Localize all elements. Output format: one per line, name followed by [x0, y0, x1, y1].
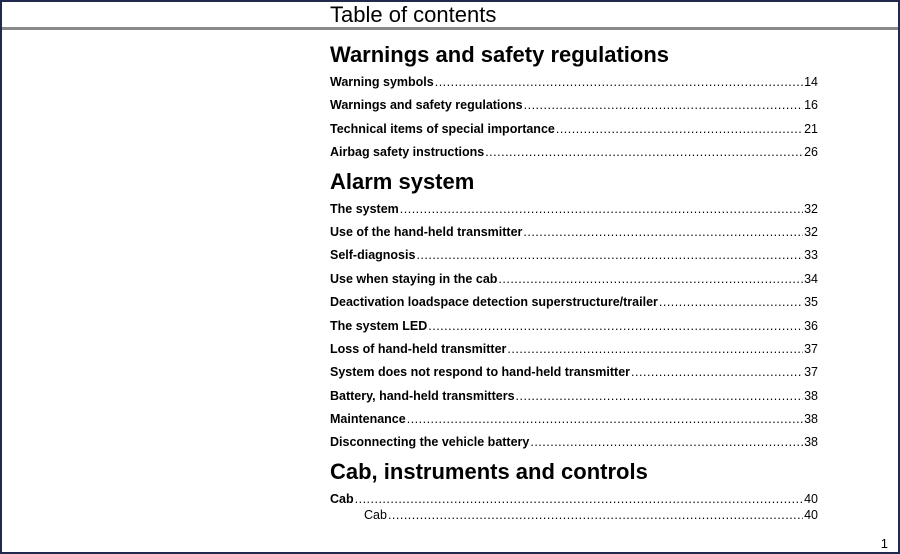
toc-leader-dots	[355, 492, 803, 507]
toc-section-warnings	[330, 42, 818, 169]
toc-entry[interactable]	[330, 295, 818, 318]
toc-content	[330, 42, 818, 524]
toc-entry[interactable]	[330, 342, 818, 365]
toc-entry-page: 32	[804, 201, 818, 216]
toc-leader-dots	[498, 272, 803, 287]
title-bar	[2, 2, 898, 30]
toc-leader-dots	[407, 412, 803, 427]
toc-entry-label: Deactivation loadspace detection superstructure/trailer	[330, 295, 658, 310]
toc-entry[interactable]	[330, 202, 818, 225]
page-number: 1	[880, 536, 888, 551]
toc-entry-label: Use of the hand-held transmitter	[330, 224, 523, 239]
toc-entry-label: Use when staying in the cab	[330, 271, 498, 286]
toc-entry-page: 34	[804, 271, 818, 286]
toc-entry-label: The system	[330, 201, 399, 216]
toc-entry-label: System does not respond to hand-held transmitter	[330, 365, 631, 380]
toc-entry-label: Airbag safety instructions	[330, 145, 485, 160]
toc-entry[interactable]	[330, 412, 818, 435]
section-heading: Warnings and safety regulations	[330, 42, 670, 67]
toc-entry[interactable]	[330, 122, 818, 145]
toc-entry[interactable]	[330, 435, 818, 458]
toc-section-cab	[330, 459, 818, 524]
toc-section-alarm	[330, 169, 818, 459]
toc-entry-page: 37	[804, 341, 818, 356]
toc-leader-dots	[507, 342, 803, 357]
toc-entry[interactable]	[330, 98, 818, 121]
toc-entry-page: 36	[804, 318, 818, 333]
toc-entry[interactable]	[330, 225, 818, 248]
toc-leader-dots	[659, 295, 803, 310]
toc-leader-dots	[556, 122, 803, 137]
toc-entry[interactable]	[330, 389, 818, 412]
section-heading: Alarm system	[330, 168, 475, 194]
toc-subentry[interactable]	[330, 508, 818, 524]
toc-entry-label: Self-diagnosis	[330, 248, 416, 263]
toc-leader-dots	[400, 202, 803, 217]
toc-leader-dots	[530, 435, 803, 450]
toc-leader-dots	[428, 319, 803, 334]
toc-leader-dots	[416, 248, 803, 263]
page-title: Table of contents	[330, 2, 497, 27]
toc-leader-dots	[524, 98, 803, 113]
toc-entry-label: Maintenance	[330, 412, 406, 427]
toc-entry-label: Warnings and safety regulations	[330, 98, 523, 113]
toc-entry-page: 21	[804, 121, 818, 136]
toc-entry-label: Loss of hand-held transmitter	[330, 341, 507, 356]
toc-entry[interactable]	[330, 319, 818, 342]
toc-entry[interactable]	[330, 248, 818, 271]
toc-entry-page: 38	[804, 435, 818, 450]
toc-entry[interactable]	[330, 272, 818, 295]
toc-leader-dots	[388, 508, 803, 523]
toc-entry[interactable]	[330, 75, 818, 98]
toc-entry-page: 40	[804, 491, 818, 506]
toc-entry-label: Battery, hand-held transmitters	[330, 388, 515, 403]
toc-entry-page: 32	[804, 224, 818, 239]
toc-entry-label: Technical items of special importance	[330, 121, 555, 136]
toc-entry-page: 14	[804, 75, 818, 89]
toc-leader-dots	[516, 389, 804, 404]
toc-entry-page: 38	[804, 388, 818, 403]
toc-leader-dots	[435, 75, 803, 90]
toc-entry-page: 16	[804, 98, 818, 113]
toc-entry-label: The system LED	[330, 318, 428, 333]
toc-entry-page: 37	[804, 365, 818, 380]
toc-entry-label: Warning symbols	[330, 75, 434, 89]
toc-entry-label: Disconnecting the vehicle battery	[330, 435, 530, 450]
toc-entry-page: 35	[804, 295, 818, 310]
toc-entry-page: 33	[804, 248, 818, 263]
toc-entry[interactable]	[330, 365, 818, 388]
toc-entry-page: 38	[804, 412, 818, 427]
toc-leader-dots	[485, 145, 803, 160]
toc-leader-dots	[523, 225, 803, 240]
toc-entry[interactable]	[330, 145, 818, 168]
toc-subentry-label: Cab	[364, 508, 387, 523]
section-heading: Cab, instruments and controls	[330, 458, 648, 484]
toc-entry-page: 26	[804, 145, 818, 160]
toc-subentry-page: 40	[804, 508, 818, 523]
toc-leader-dots	[631, 365, 803, 380]
toc-entry-label: Cab	[330, 491, 354, 506]
